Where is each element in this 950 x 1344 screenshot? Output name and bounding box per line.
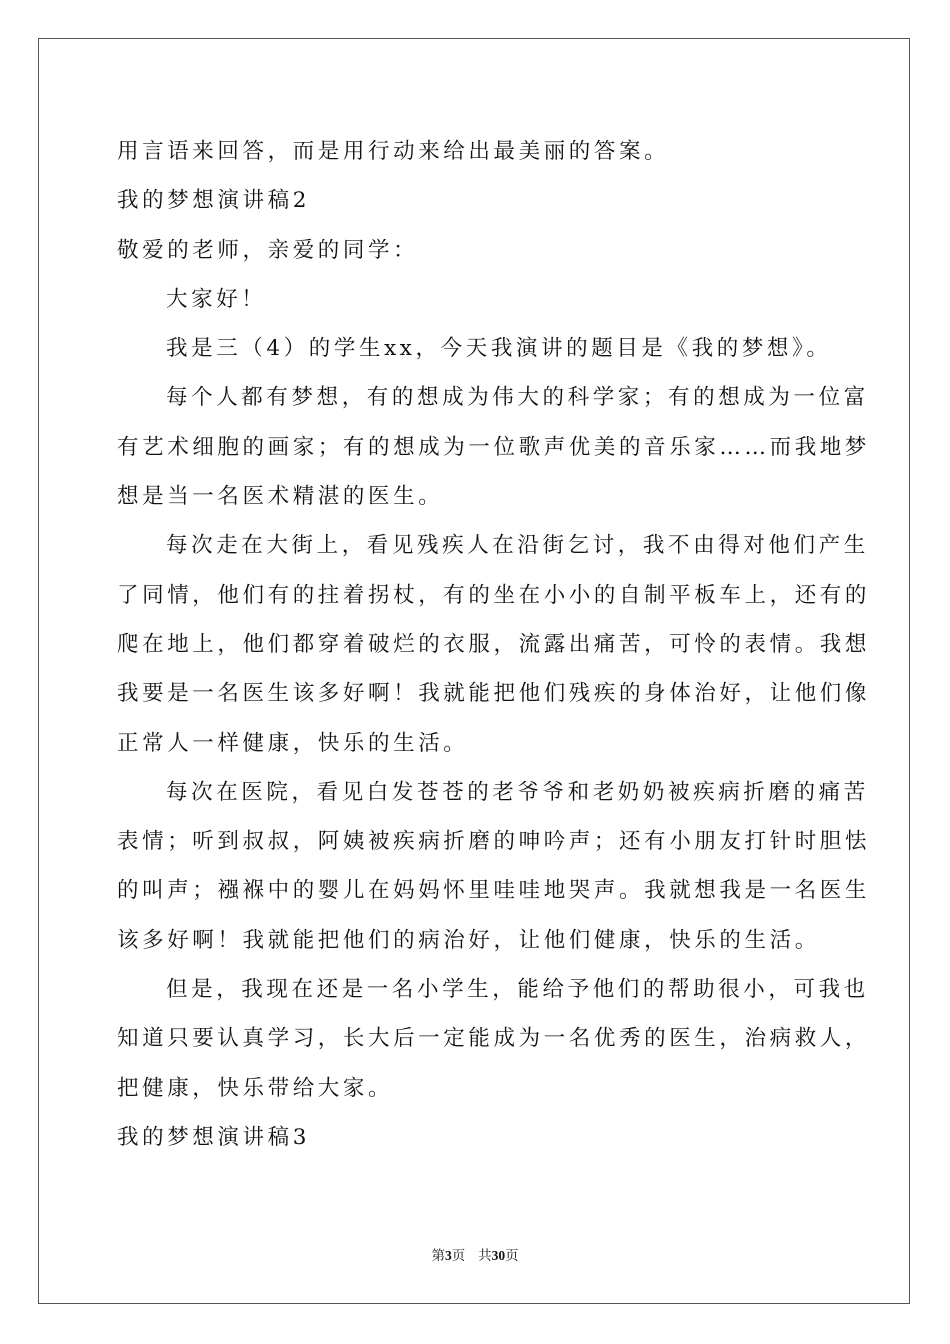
footer-total-prefix: 共 [478, 1248, 492, 1264]
text-line: 我要是一名医生该多好啊！我就能把他们残疾的身体治好，让他们像 [117, 681, 871, 707]
text-line: 该多好啊！我就能把他们的病治好，让他们健康，快乐的生活。 [117, 927, 820, 953]
text-line: 把健康，快乐带给大家。 [117, 1075, 394, 1101]
total-pages-number: 30 [491, 1248, 506, 1263]
text-line: 爬在地上，他们都穿着破烂的衣服，流露出痛苦，可怜的表情。我想 [117, 631, 871, 657]
text-line: 的叫声；襁褓中的婴儿在妈妈怀里哇哇地哭声。我就想我是一名医生 [117, 878, 871, 904]
text-line: 每次走在大街上，看见残疾人在沿街乞讨，我不由得对他们产生 [166, 533, 869, 559]
footer-prefix: 第 [431, 1248, 445, 1264]
text-line: 表情；听到叔叔，阿姨被疾病折磨的呻吟声；还有小朋友打针时胆怯 [117, 829, 871, 855]
text-line: 每个人都有梦想，有的想成为伟大的科学家；有的想成为一位富 [166, 385, 869, 411]
text-line: 知道只要认真学习，长大后一定能成为一名优秀的医生，治病救人， [117, 1026, 871, 1052]
text-line: 有艺术细胞的画家；有的想成为一位歌声优美的音乐家……而我地梦 [117, 434, 871, 460]
text-line: 正常人一样健康，快乐的生活。 [117, 730, 469, 756]
footer-page-word: 页 [451, 1248, 466, 1264]
document-body [117, 127, 871, 1162]
text-line: 用言语来回答，而是用行动来给出最美丽的答案。 [117, 139, 670, 164]
text-line: 但是，我现在还是一名小学生，能给予他们的帮助很小，可我也 [166, 977, 869, 1003]
text-line: 我是三（4）的学生xx，今天我演讲的题目是《我的梦想》。 [166, 336, 832, 362]
page-footer [0, 1247, 950, 1265]
salutation: 敬爱的老师，亲爱的同学： [117, 237, 419, 263]
current-page-number: 3 [444, 1248, 452, 1263]
section-heading: 我的梦想演讲稿3 [117, 1124, 310, 1150]
text-line: 了同情，他们有的拄着拐杖，有的坐在小小的自制平板车上，还有的 [117, 582, 871, 608]
footer-total-suffix: 页 [505, 1248, 519, 1264]
section-heading: 我的梦想演讲稿2 [117, 188, 310, 214]
greeting: 大家好！ [166, 286, 267, 312]
text-line: 每次在医院，看见白发苍苍的老爷爷和老奶奶被疾病折磨的痛苦 [166, 779, 869, 805]
text-line: 想是当一名医术精湛的医生。 [117, 484, 444, 510]
